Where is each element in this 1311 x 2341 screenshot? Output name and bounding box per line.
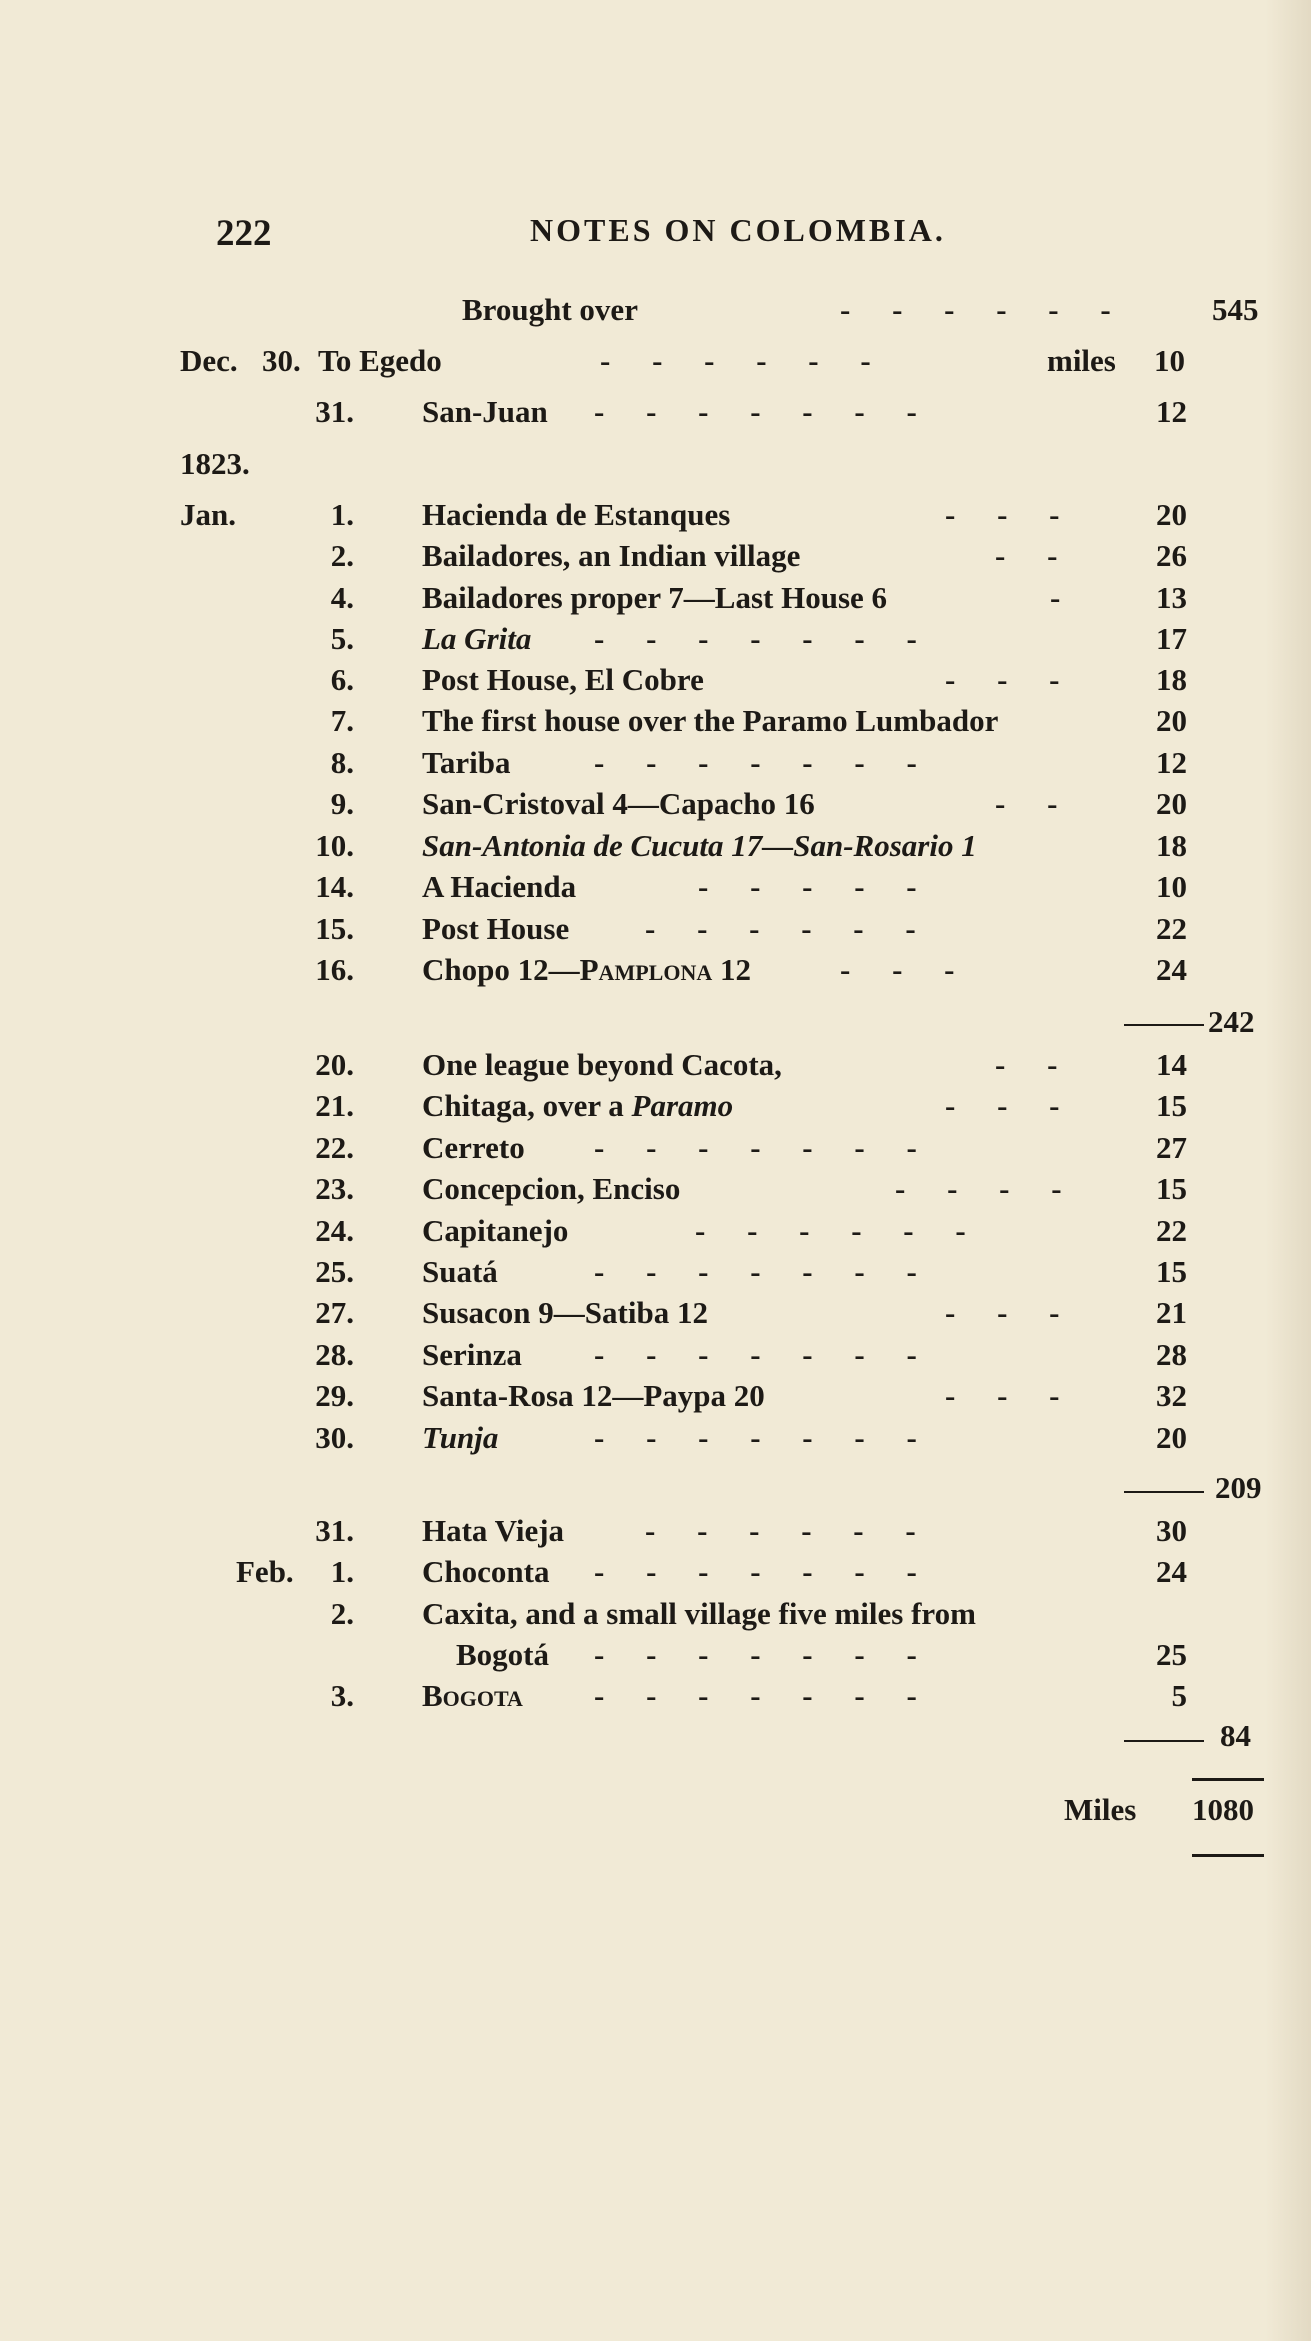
place-name: Hata Vieja [422, 1513, 565, 1548]
day-number: 31. [315, 394, 354, 429]
table-row [0, 394, 1311, 440]
place-name: Caxita, and a small village five miles from [422, 1596, 976, 1631]
day-number: 7. [330, 703, 354, 738]
month-label: Feb. [236, 1554, 294, 1589]
day-number: 6. [330, 662, 354, 697]
miles-value: 13 [1156, 580, 1187, 615]
day-number: 15. [315, 911, 354, 946]
place-name [422, 1088, 733, 1124]
table-row [0, 1554, 1311, 1600]
subtotal-row [0, 1718, 1311, 1764]
day-number: 23. [315, 1171, 354, 1206]
place-name: Bailadores, an Indian village [422, 538, 801, 573]
table-row [0, 1295, 1311, 1341]
day-number: 2. [330, 538, 354, 573]
place-name: Cerreto [422, 1130, 525, 1165]
month-label: Dec. [180, 343, 238, 378]
day-number: 30. [262, 343, 301, 378]
year-row [0, 446, 1311, 492]
miles-value: 15 [1156, 1254, 1187, 1289]
leader-dashes: - [1050, 580, 1078, 615]
place-part-italic: Paramo [631, 1088, 734, 1123]
total-label: Miles [1064, 1792, 1137, 1827]
place-name-italic: Tunja [422, 1420, 499, 1455]
place-name: Bogotá [456, 1637, 549, 1672]
subtotal-value: 242 [1208, 1004, 1255, 1039]
table-row [0, 952, 1311, 998]
place-name: Suatá [422, 1254, 498, 1289]
table-row [0, 703, 1311, 749]
leader-dashes: - - - - - - [840, 292, 1128, 327]
table-row [0, 343, 1311, 389]
place-name: Capitanejo [422, 1213, 569, 1248]
place-name: The first house over the Paramo Lumbador [422, 703, 999, 738]
leader-dashes: - - - - - - - [594, 1554, 934, 1589]
miles-value: 20 [1156, 1420, 1187, 1455]
miles-value: 20 [1156, 497, 1187, 532]
table-row [0, 911, 1311, 957]
leader-dashes: - - - [945, 497, 1077, 532]
miles-value: 28 [1156, 1337, 1187, 1372]
miles-unit: miles [1047, 343, 1116, 378]
table-row [0, 1337, 1311, 1383]
miles-value: 18 [1156, 662, 1187, 697]
place-name: Bogota [422, 1678, 523, 1713]
place-name: Tariba [422, 745, 511, 780]
day-number: 14. [315, 869, 354, 904]
day-number: 8. [330, 745, 354, 780]
total-rule-bottom [1192, 1854, 1264, 1857]
day-number: 1. [330, 497, 354, 532]
leader-dashes: - - [995, 1047, 1075, 1082]
month-label: Jan. [180, 497, 236, 532]
subtotal-row [0, 1470, 1311, 1516]
table-row [0, 1254, 1311, 1300]
miles-value: 24 [1156, 1554, 1187, 1589]
total-rule-top [1192, 1778, 1264, 1781]
place-name [422, 1420, 498, 1456]
page-header [0, 212, 1311, 262]
day-number: 2. [330, 1596, 354, 1631]
leader-dashes: - - - - - - - [594, 621, 934, 656]
leader-dashes: - - - - - - - [594, 745, 934, 780]
table-row [0, 1130, 1311, 1176]
place-part: 12 [712, 952, 751, 987]
place-name: Hacienda de Estanques [422, 497, 731, 532]
miles-value: 5 [1171, 1678, 1187, 1713]
table-row [0, 745, 1311, 791]
table-row [0, 1088, 1311, 1134]
subtotal-value: 84 [1220, 1718, 1251, 1753]
subtotal-row [0, 1004, 1311, 1050]
miles-value: 22 [1156, 911, 1187, 946]
leader-dashes: - - - - - - - [594, 1130, 934, 1165]
leader-dashes: - - - [945, 662, 1077, 697]
table-row [0, 1637, 1311, 1683]
day-number: 27. [315, 1295, 354, 1330]
place-name [422, 621, 531, 657]
table-row [0, 1047, 1311, 1093]
day-number: 5. [330, 621, 354, 656]
day-number: 10. [315, 828, 354, 863]
place-name: To Egedo [318, 343, 442, 378]
leader-dashes: - - - [945, 1088, 1077, 1123]
table-row [0, 621, 1311, 667]
leader-dashes: - - - [840, 952, 972, 987]
year-label: 1823. [180, 446, 250, 481]
table-row [0, 786, 1311, 832]
brought-over-row [0, 292, 1311, 338]
place-part: Chopo 12— [422, 952, 580, 987]
leader-dashes: - - [995, 786, 1075, 821]
miles-value: 14 [1156, 1047, 1187, 1082]
miles-value: 30 [1156, 1513, 1187, 1548]
leader-dashes: - - - - - - [695, 1213, 983, 1248]
brought-over-value: 545 [1212, 292, 1259, 327]
miles-value: 17 [1156, 621, 1187, 656]
table-row [0, 1596, 1311, 1642]
table-row [0, 1378, 1311, 1424]
place-name: Post House [422, 911, 570, 946]
miles-value: 20 [1156, 786, 1187, 821]
place-name: One league beyond Cacota, [422, 1047, 782, 1082]
day-number: 22. [315, 1130, 354, 1165]
leader-dashes: - - - - - - - [594, 1678, 934, 1713]
leader-dashes: - - - - [895, 1171, 1079, 1206]
place-name: Susacon 9—Satiba 12 [422, 1295, 708, 1330]
table-row [0, 1171, 1311, 1217]
miles-value: 12 [1156, 394, 1187, 429]
leader-dashes: - - - - - - - [594, 1254, 934, 1289]
leader-dashes: - - - - - - - [594, 1637, 934, 1672]
miles-value: 25 [1156, 1637, 1187, 1672]
miles-value: 24 [1156, 952, 1187, 987]
day-number: 4. [330, 580, 354, 615]
place-name [422, 952, 751, 988]
miles-value: 32 [1156, 1378, 1187, 1413]
place-name-italic: La Grita [422, 621, 532, 656]
place-name: San-Cristoval 4—Capacho 16 [422, 786, 815, 821]
leader-dashes: - - - - - - - [594, 1420, 934, 1455]
day-number: 31. [315, 1513, 354, 1548]
place-name: Bailadores proper 7—Last House 6 [422, 580, 888, 615]
table-row [0, 1420, 1311, 1466]
miles-value: 22 [1156, 1213, 1187, 1248]
page-number: 222 [216, 213, 272, 254]
miles-value: 12 [1156, 745, 1187, 780]
table-row [0, 828, 1311, 874]
table-row [0, 580, 1311, 626]
miles-value: 15 [1156, 1171, 1187, 1206]
miles-value: 20 [1156, 703, 1187, 738]
leader-dashes: - - - [945, 1378, 1077, 1413]
brought-over-label: Brought over [462, 292, 638, 327]
leader-dashes: - - - - - [698, 869, 934, 904]
place-name: Post House, El Cobre [422, 662, 704, 697]
place-name: Serinza [422, 1337, 522, 1372]
day-number: 1. [330, 1554, 354, 1589]
table-row [0, 869, 1311, 915]
subtotal-value: 209 [1215, 1470, 1262, 1505]
total-row [0, 1792, 1311, 1838]
miles-value: 15 [1156, 1088, 1187, 1123]
running-title: NOTES ON COLOMBIA. [530, 212, 946, 248]
place-part-smallcaps: Pamplona [579, 952, 713, 987]
day-number: 24. [315, 1213, 354, 1248]
day-number: 3. [330, 1678, 354, 1713]
miles-value: 27 [1156, 1130, 1187, 1165]
leader-dashes: - - [995, 538, 1075, 573]
total-value: 1080 [1192, 1792, 1254, 1827]
day-number: 30. [315, 1420, 354, 1455]
leader-dashes: - - - - - - [645, 911, 933, 946]
table-row [0, 1513, 1311, 1559]
leader-dashes: - - - - - - - [594, 394, 934, 429]
table-row [0, 1213, 1311, 1259]
miles-value: 10 [1156, 869, 1187, 904]
leader-dashes: - - - - - - [645, 1513, 933, 1548]
place-name [422, 828, 977, 864]
place-name: Concepcion, Enciso [422, 1171, 681, 1206]
table-row [0, 662, 1311, 708]
day-number: 20. [315, 1047, 354, 1082]
place-name-italic: San-Antonia de Cucuta 17—San-Rosario 1 [422, 828, 977, 863]
day-number: 9. [330, 786, 354, 821]
day-number: 25. [315, 1254, 354, 1289]
day-number: 28. [315, 1337, 354, 1372]
miles-value: 26 [1156, 538, 1187, 573]
day-number: 29. [315, 1378, 354, 1413]
miles-value: 21 [1156, 1295, 1187, 1330]
leader-dashes: - - - [945, 1295, 1077, 1330]
place-part: Chitaga, over a [422, 1088, 632, 1123]
place-name: A Hacienda [422, 869, 577, 904]
leader-dashes: - - - - - - - [594, 1337, 934, 1372]
miles-value: 18 [1156, 828, 1187, 863]
day-number: 21. [315, 1088, 354, 1123]
leader-dashes: - - - - - - [600, 343, 888, 378]
place-name: Santa-Rosa 12—Paypa 20 [422, 1378, 765, 1413]
miles-value: 10 [1154, 343, 1185, 378]
place-name: Choconta [422, 1554, 550, 1589]
day-number: 16. [315, 952, 354, 987]
place-name: San-Juan [422, 394, 548, 429]
table-row [0, 497, 1311, 543]
table-row [0, 538, 1311, 584]
